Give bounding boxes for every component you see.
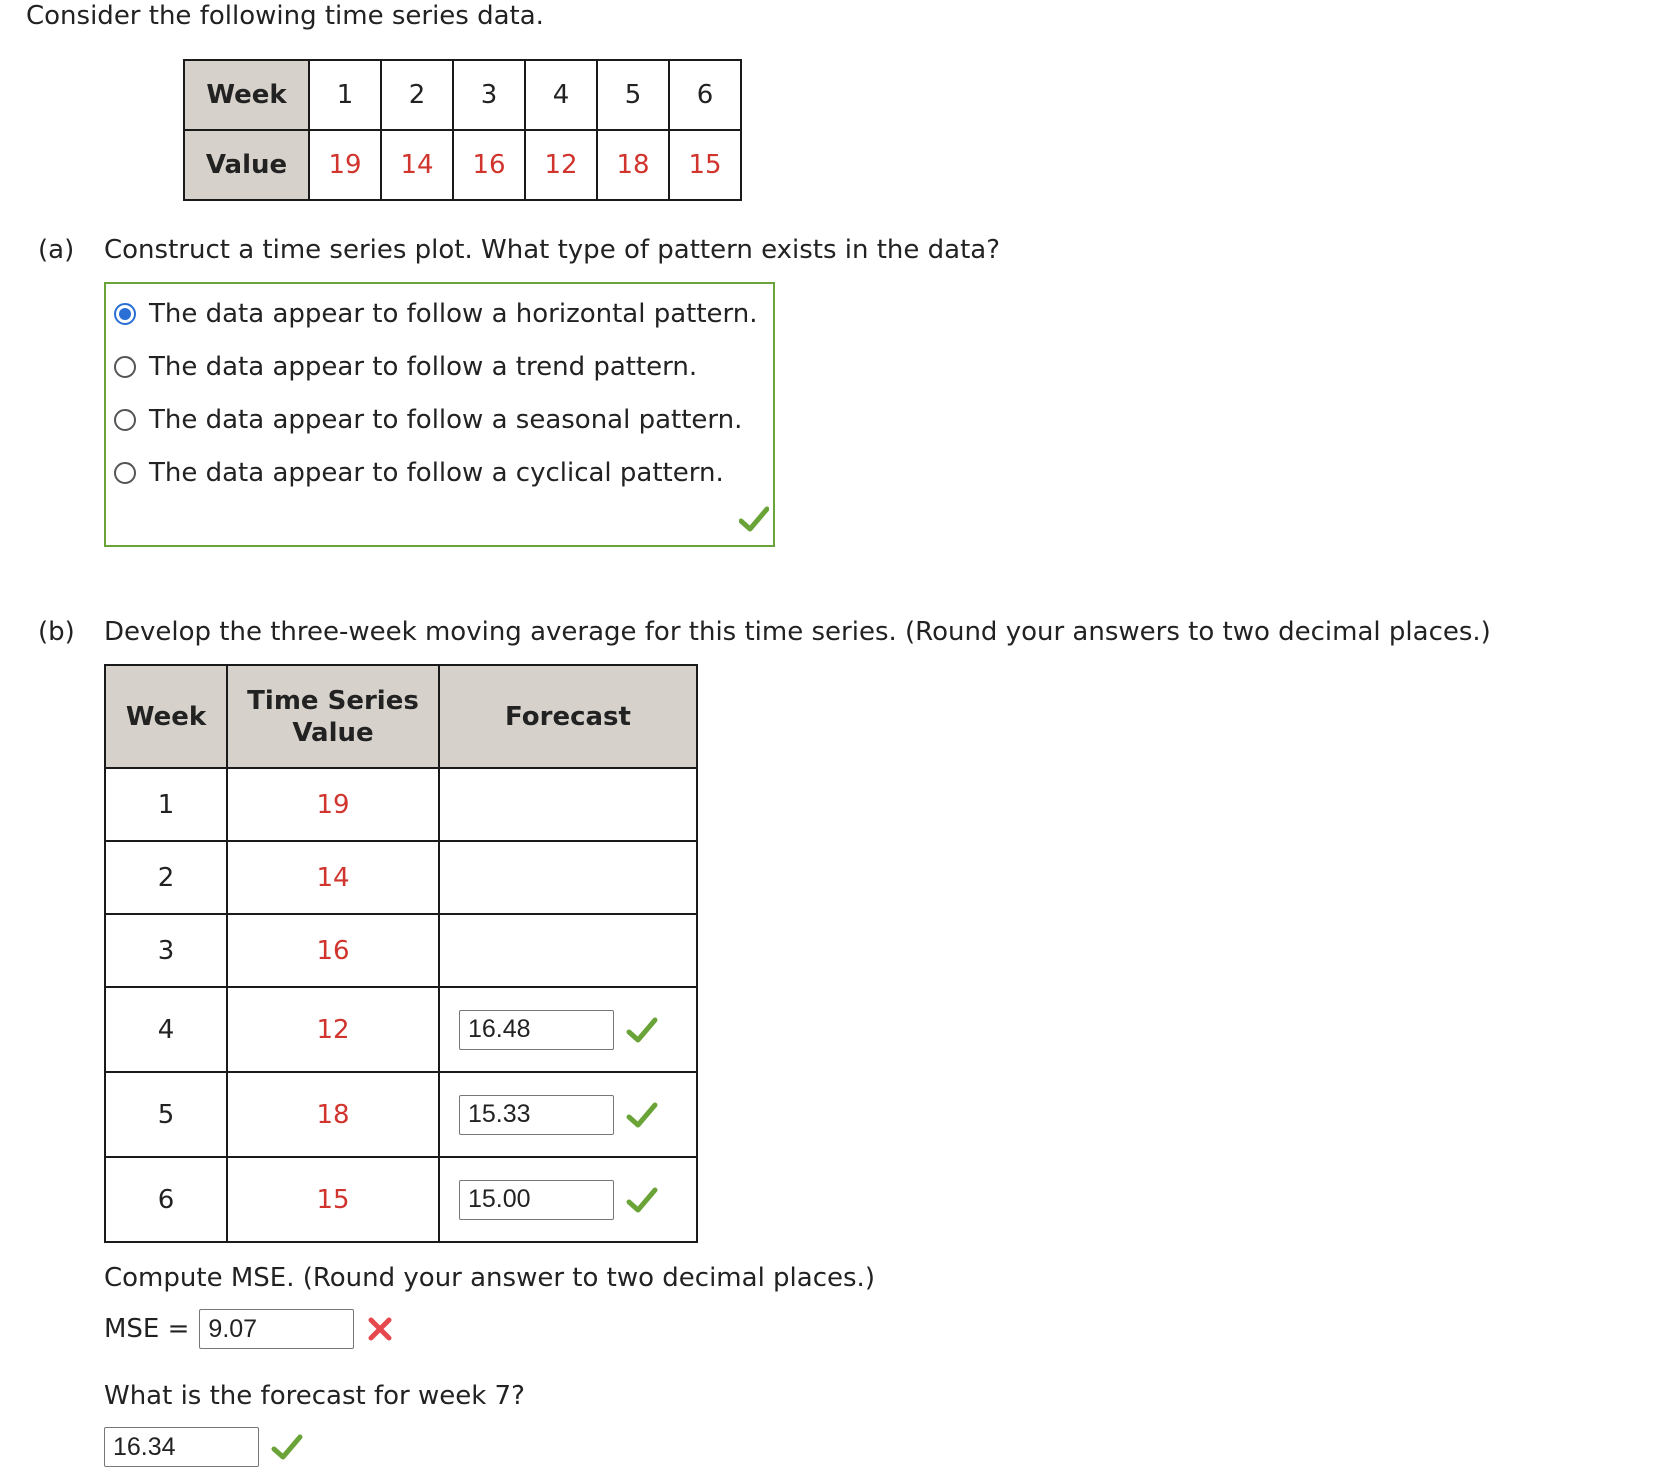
check-icon (739, 506, 769, 532)
value-cell: 18 (597, 130, 669, 200)
forecast-input-week-5[interactable] (459, 1095, 614, 1135)
part-a-question: Construct a time series plot. What type of pattern exists in the data? (104, 235, 1001, 265)
value-cell: 16 (453, 130, 525, 200)
week-column-header: Week (105, 665, 227, 768)
check-icon (626, 1187, 658, 1213)
week7-prompt: What is the forecast for week 7? (104, 1381, 525, 1411)
week-cell: 2 (381, 60, 453, 130)
value-cell: 15 (669, 130, 741, 200)
mse-prompt: Compute MSE. (Round your answer to two decimal places.) (104, 1263, 875, 1293)
part-b-question: Develop the three-week moving average for this time series. (Round your answers to two decimal places.) (104, 617, 1491, 647)
option-label: The data appear to follow a horizontal pattern. (149, 299, 758, 329)
table-row (105, 1072, 697, 1157)
option-cyclical[interactable] (114, 456, 724, 490)
check-icon (271, 1434, 303, 1460)
table-row (105, 768, 697, 841)
cross-icon (366, 1315, 394, 1343)
value-header: Value (184, 130, 309, 200)
week7-answer-row (104, 1427, 303, 1467)
forecast-cell (439, 987, 697, 1072)
intro-text: Consider the following time series data. (26, 1, 544, 31)
week-cell: 6 (669, 60, 741, 130)
option-horizontal[interactable] (114, 297, 758, 331)
week-cell: 2 (105, 841, 227, 914)
value-cell: 12 (227, 987, 439, 1072)
forecast-cell (439, 914, 697, 987)
time-series-data-table (183, 59, 742, 201)
week-row (184, 60, 741, 130)
forecast-cell (439, 1072, 697, 1157)
mse-input[interactable] (199, 1309, 354, 1349)
week-cell: 3 (453, 60, 525, 130)
mse-row (104, 1309, 394, 1349)
week-cell: 4 (525, 60, 597, 130)
radio-cyclical[interactable] (114, 462, 136, 484)
option-trend[interactable] (114, 350, 697, 384)
week-header: Week (184, 60, 309, 130)
value-header-line2: Value (292, 717, 374, 748)
table-row (105, 987, 697, 1072)
radio-horizontal[interactable] (114, 303, 136, 325)
option-label: The data appear to follow a trend pattern. (149, 352, 698, 382)
radio-trend[interactable] (114, 356, 136, 378)
header-row (105, 665, 697, 768)
mse-label: MSE = (104, 1314, 190, 1344)
table-row (105, 841, 697, 914)
week-cell: 4 (105, 987, 227, 1072)
moving-average-table (104, 664, 698, 1243)
week-cell: 5 (597, 60, 669, 130)
check-icon (626, 1102, 658, 1128)
value-cell: 12 (525, 130, 597, 200)
forecast-input-week-6[interactable] (459, 1180, 614, 1220)
value-cell: 14 (381, 130, 453, 200)
forecast-cell (439, 1157, 697, 1242)
value-header-line1: Time Series (247, 685, 419, 716)
value-column-header (227, 665, 439, 768)
radio-seasonal[interactable] (114, 409, 136, 431)
option-seasonal[interactable] (114, 403, 742, 437)
forecast-column-header: Forecast (439, 665, 697, 768)
value-cell: 14 (227, 841, 439, 914)
week-cell: 6 (105, 1157, 227, 1242)
option-label: The data appear to follow a seasonal pattern. (149, 405, 743, 435)
part-b-label: (b) (38, 617, 75, 647)
week-cell: 1 (309, 60, 381, 130)
week-cell: 1 (105, 768, 227, 841)
part-a-label: (a) (38, 235, 75, 265)
option-label: The data appear to follow a cyclical pattern. (149, 458, 724, 488)
week-cell: 3 (105, 914, 227, 987)
pattern-options-group (104, 282, 775, 547)
week-cell: 5 (105, 1072, 227, 1157)
table-row (105, 914, 697, 987)
value-row (184, 130, 741, 200)
value-cell: 15 (227, 1157, 439, 1242)
value-cell: 18 (227, 1072, 439, 1157)
forecast-cell (439, 841, 697, 914)
check-icon (626, 1017, 658, 1043)
value-cell: 19 (227, 768, 439, 841)
value-cell: 16 (227, 914, 439, 987)
forecast-cell (439, 768, 697, 841)
week7-forecast-input[interactable] (104, 1427, 259, 1467)
table-row (105, 1157, 697, 1242)
value-cell: 19 (309, 130, 381, 200)
forecast-input-week-4[interactable] (459, 1010, 614, 1050)
